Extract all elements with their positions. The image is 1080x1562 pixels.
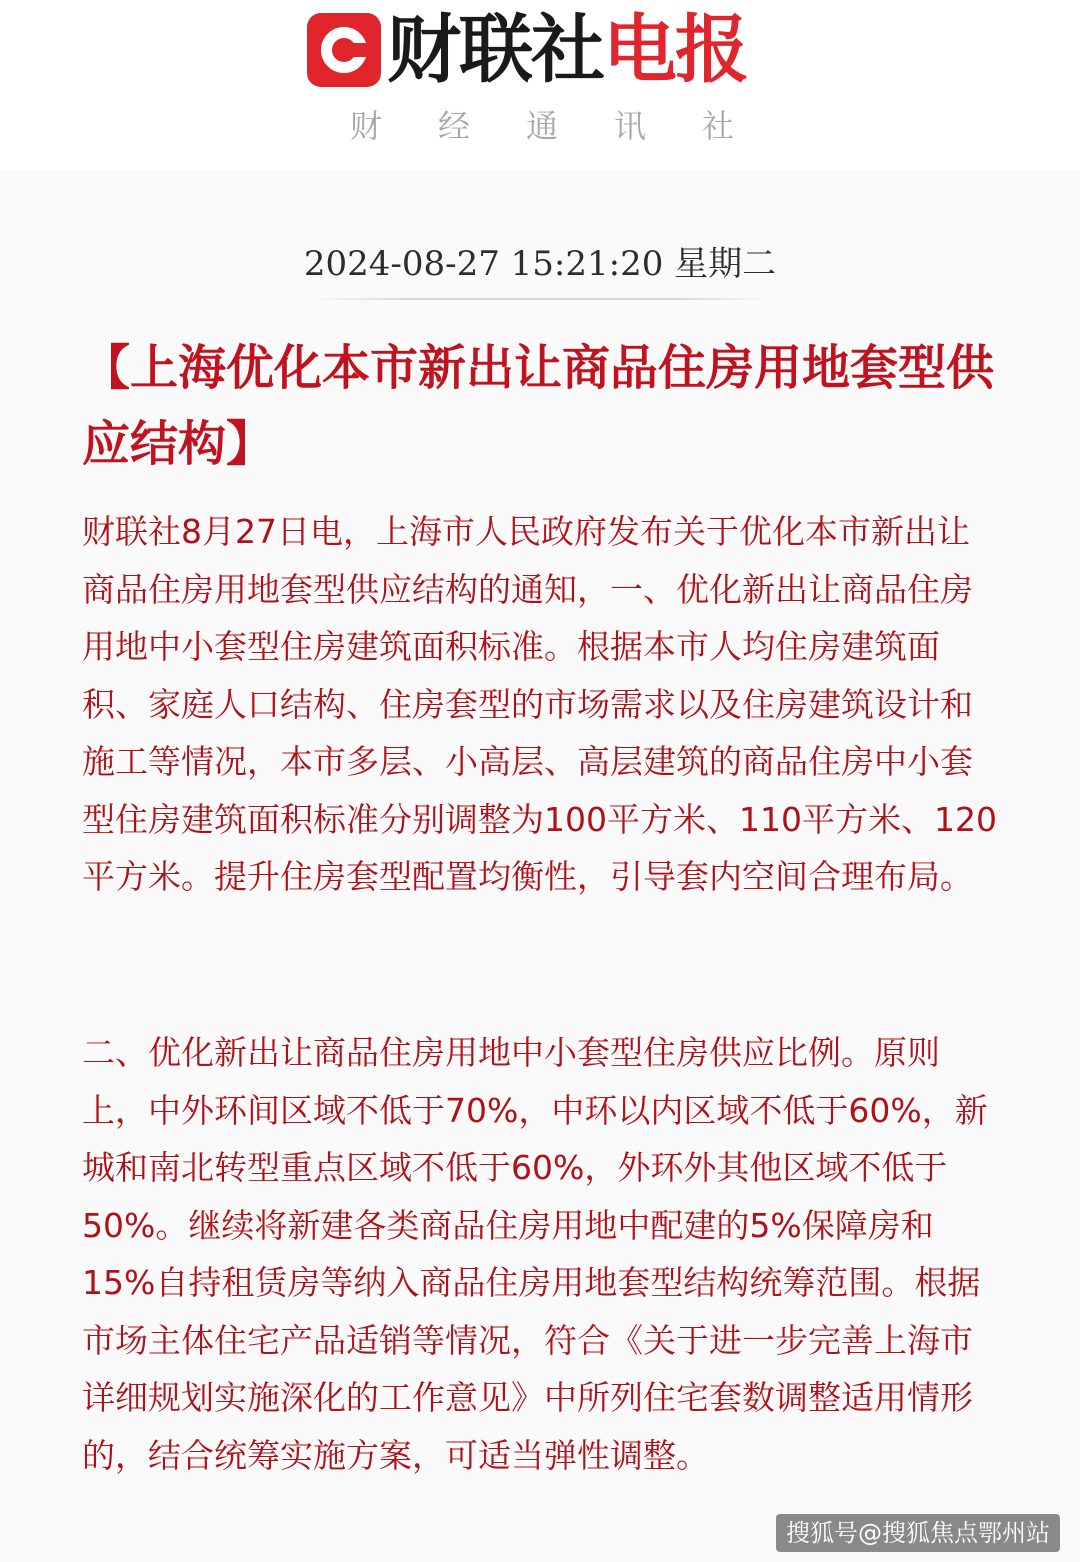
brand-suffix: 电报 xyxy=(603,7,747,93)
brand-name: 财联社 xyxy=(387,7,603,93)
publish-datetime: 2024-08-27 15:21:20 星期二 xyxy=(303,244,777,284)
header-banner xyxy=(0,0,1080,170)
article-paragraph-2: 二、优化新出让商品住房用地中小套型住房供应比例。原则上，中外环间区域不低于70%，中环以内区域不低于60%，新城和南北转型重点区域不低于60%，外环外其他区域不低于50%。继续将新建各类商品住房用地中配建的5%保障房和15%自持租赁房等纳入商品住房用地套型结构统筹范围。根据市场主体住宅产品适销等情况，符合《关于进一步完善上海市详细规划实施深化的工作意见》中所列住宅套数调整适用情形的，结合统筹实施方案，可适当弹性调整。 xyxy=(82,1033,988,1475)
divider xyxy=(312,298,772,300)
article-paragraph-1: 财联社8月27日电，上海市人民政府发布关于优化本市新出让商品住房用地套型供应结构的通知，一、优化新出让商品住房用地中小套型住房建筑面积标准。根据本市人均住房建筑面积、家庭人口结构、住房套型的市场需求以及住房建筑设计和施工等情况，本市多层、小高层、高层建筑的商品住房中小套型住房建筑面积标准分别调整为100平方米、110平方米、120平方米。提升住房套型配置均衡性，引导套内空间合理布局。 xyxy=(82,512,997,896)
brand-subtitle: 财经通讯社 xyxy=(350,107,791,145)
brand-logo xyxy=(307,7,747,93)
article-headline: 【上海优化本市新出让商品住房用地套型供应结构】 xyxy=(82,340,995,472)
source-watermark: 搜狐号@搜狐焦点鄂州站 xyxy=(776,1514,1060,1552)
logo-c-icon xyxy=(307,13,381,87)
